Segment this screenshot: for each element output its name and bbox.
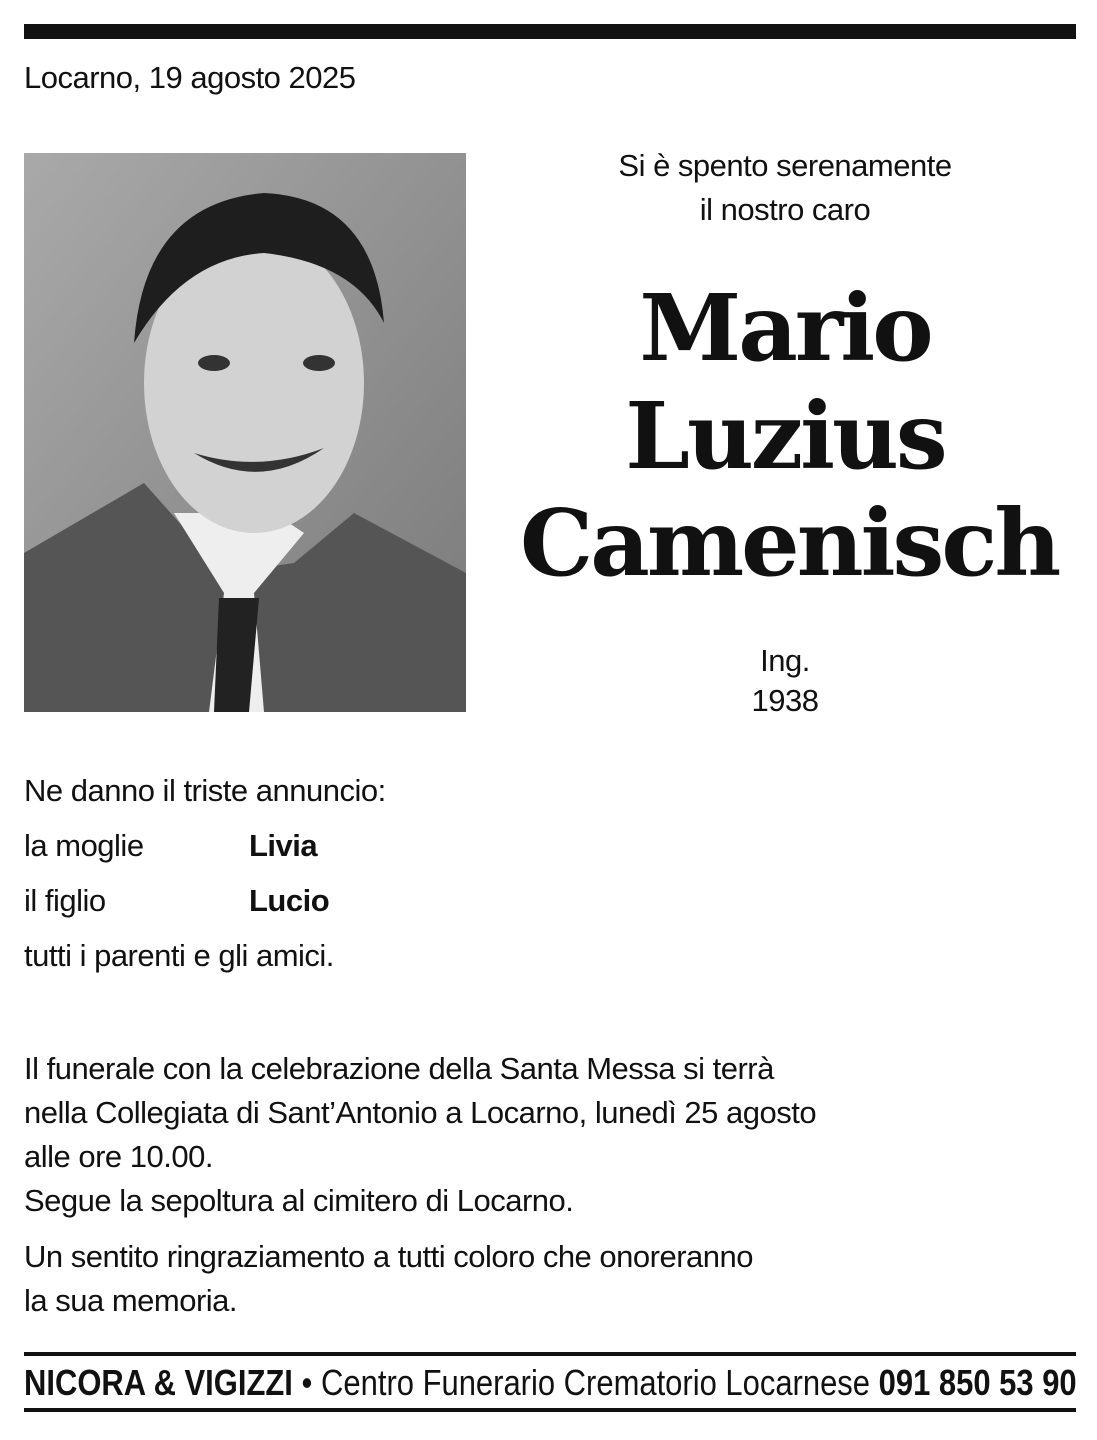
family-member: [24, 883, 330, 919]
member-name: Lucio: [249, 883, 330, 918]
deceased-title: Ing.: [760, 643, 810, 678]
thanks: [24, 1235, 753, 1323]
deceased-middle-name: Luzius: [625, 382, 945, 490]
funeral-line: nella Collegiata di Sant’Antonio a Locarno, lunedì 25 agosto: [24, 1095, 817, 1130]
phone-number: 091 850 53 90: [878, 1362, 1077, 1403]
separator: •: [301, 1362, 313, 1403]
company-name: NICORA & VIGIZZI: [24, 1362, 293, 1403]
family-closing: tutti i parenti e gli amici.: [24, 938, 334, 973]
funeral-home-footer: [24, 1360, 1076, 1406]
thanks-line: la sua memoria.: [24, 1283, 238, 1318]
funeral-line: Il funerale con la celebrazione della Santa Messa si terrà: [24, 1051, 774, 1086]
family-heading: Ne danno il triste annuncio:: [24, 773, 386, 808]
place-date: Locarno, 19 agosto 2025: [24, 60, 356, 95]
deceased-last-name: Camenisch: [520, 489, 1059, 597]
intro-line-2: il nostro caro: [699, 192, 871, 227]
relation: il figlio: [24, 883, 106, 918]
funeral-line: Segue la sepoltura al cimitero di Locarno.: [24, 1183, 574, 1218]
member-name: Livia: [249, 828, 318, 863]
birth-year: 1938: [751, 683, 819, 718]
deceased-first-name: Mario: [639, 274, 931, 382]
footer-top-rule: [24, 1352, 1076, 1356]
thanks-line: Un sentito ringraziamento a tutti coloro che onoreranno: [24, 1239, 753, 1274]
intro-line-1: Si è spento serenamente: [618, 148, 952, 183]
company-description: Centro Funerario Crematorio Locarnese: [321, 1362, 870, 1403]
funeral-line: alle ore 10.00.: [24, 1139, 213, 1174]
top-rule: [24, 24, 1076, 39]
funeral-details: [24, 1047, 816, 1223]
relation: la moglie: [24, 828, 144, 863]
family-member: [24, 828, 318, 864]
footer-bottom-rule: [24, 1408, 1076, 1412]
portrait-photo: [24, 153, 466, 712]
